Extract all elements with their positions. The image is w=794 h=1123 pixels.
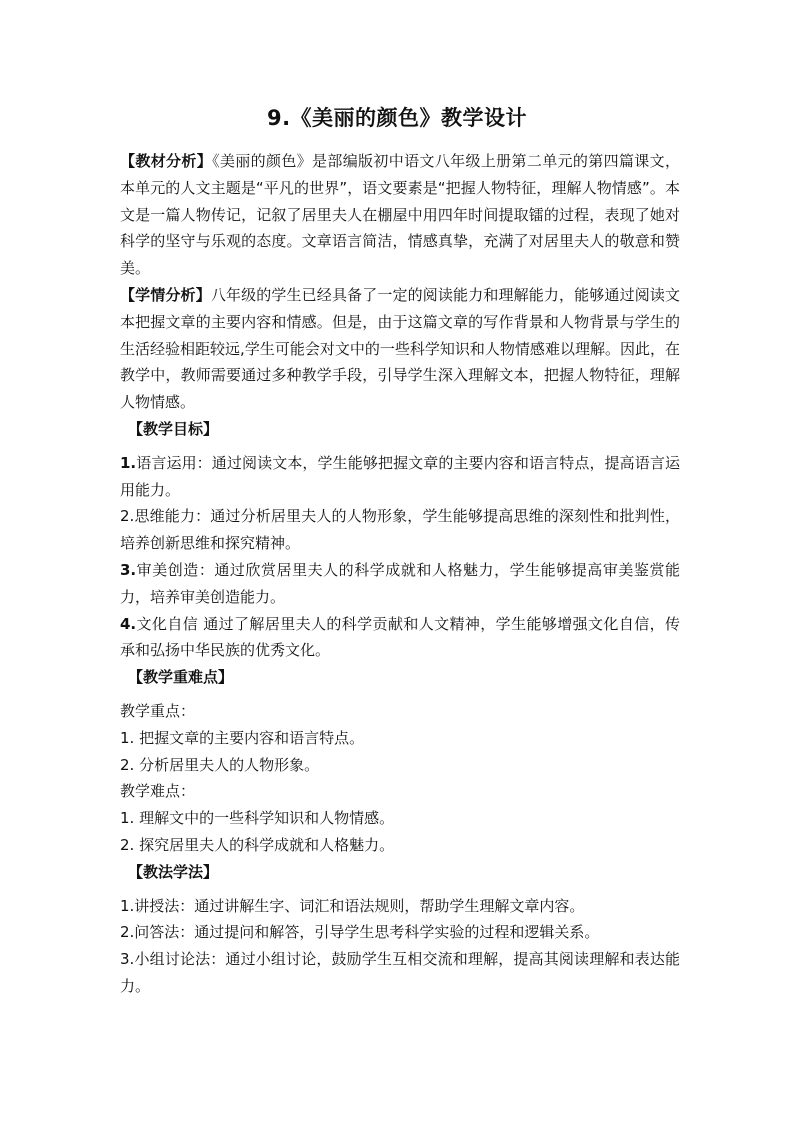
- focus-item: 2. 分析居里夫人的人物形象。: [120, 755, 320, 774]
- goals-heading: 【教学目标】: [128, 419, 219, 438]
- learner-analysis-heading: 【学情分析】: [120, 285, 211, 304]
- goal-number: 2.: [120, 507, 135, 526]
- focus-label: 教学重点：: [120, 701, 196, 720]
- method-item: 3.小组讨论法：通过小组讨论，鼓励学生互相交流和理解，提高其阅读理解和表达能力。: [120, 950, 680, 995]
- goal-item: [120, 557, 680, 611]
- material-analysis-heading: 【教材分析】: [120, 152, 213, 170]
- difficulty-item: 1. 理解文中的一些科学知识和人物情感。: [120, 809, 395, 828]
- method-item: 1.讲授法：通过讲解生字、词汇和语法规则，帮助学生理解文章内容。: [120, 896, 585, 915]
- difficulty-item: 2. 探究居里夫人的科学成就和人格魅力。: [120, 835, 395, 854]
- goal-text: 审美创造：通过欣赏居里夫人的科学成就和人格魅力，学生能够提高审美鉴赏能力，培养审美创造能力。: [120, 560, 680, 606]
- goal-item: [120, 503, 680, 557]
- goal-text: 文化自信 通过了解居里夫人的科学贡献和人文精神，学生能够增强文化自信，传承和弘扬中华民族的优秀文化。: [120, 614, 680, 660]
- goal-number: 3.: [120, 560, 137, 579]
- goal-text: 语言运用：通过阅读文本，学生能够把握文章的主要内容和语言特点，提高语言运用能力。: [120, 453, 680, 499]
- goal-item: [120, 450, 680, 504]
- document-body: [120, 148, 680, 1000]
- goal-text: 思维能力：通过分析居里夫人的人物形象，学生能够提高思维的深刻性和批判性，培养创新思维和探究精神。: [120, 507, 680, 553]
- keypoints-heading: 【教学重难点】: [128, 668, 234, 687]
- spacer: [120, 886, 680, 893]
- page-title: 9.《美丽的颜色》教学设计: [266, 106, 528, 130]
- goal-number: 1.: [120, 453, 137, 472]
- goal-item: [120, 611, 680, 665]
- learner-analysis: [120, 282, 680, 416]
- learner-analysis-text: 八年级的学生已经具备了一定的阅读能力和理解能力，能够通过阅读文本把握文章的主要内容和情感。但是，由于这篇文章的写作背景和人物背景与学生的生活经验相距较远,学生可能会对文中的一些科学知识和人物情感难以理解。因此，在教学中，教师需要通过多种教学手段，引导学生深入理解文本，把握人物特征，理解人物情感。: [120, 285, 680, 412]
- difficulty-label: 教学难点：: [120, 782, 196, 801]
- spacer: [120, 443, 680, 450]
- methods-heading: 【教法学法】: [128, 862, 219, 881]
- goal-number: 4.: [120, 614, 137, 633]
- spacer: [120, 691, 680, 698]
- material-analysis: [120, 148, 680, 282]
- material-analysis-text: 《美丽的颜色》是部编版初中语文八年级上册第二单元的第四篇课文，本单元的人文主题是“平凡的世界”，语文要素是“把握人物特征，理解人物情感”。本文是一篇人物传记，记叙了居里夫人在棚屋中用四年时间提取镭的过程，表现了她对科学的坚守与乐观的态度。文章语言简洁，情感真挚，充满了对居里夫人的敬意和赞美。: [120, 152, 680, 278]
- method-item: 2.问答法：通过提问和解答，引导学生思考科学实验的过程和逻辑关系。: [120, 923, 600, 942]
- focus-item: 1. 把握文章的主要内容和语言特点。: [120, 728, 365, 747]
